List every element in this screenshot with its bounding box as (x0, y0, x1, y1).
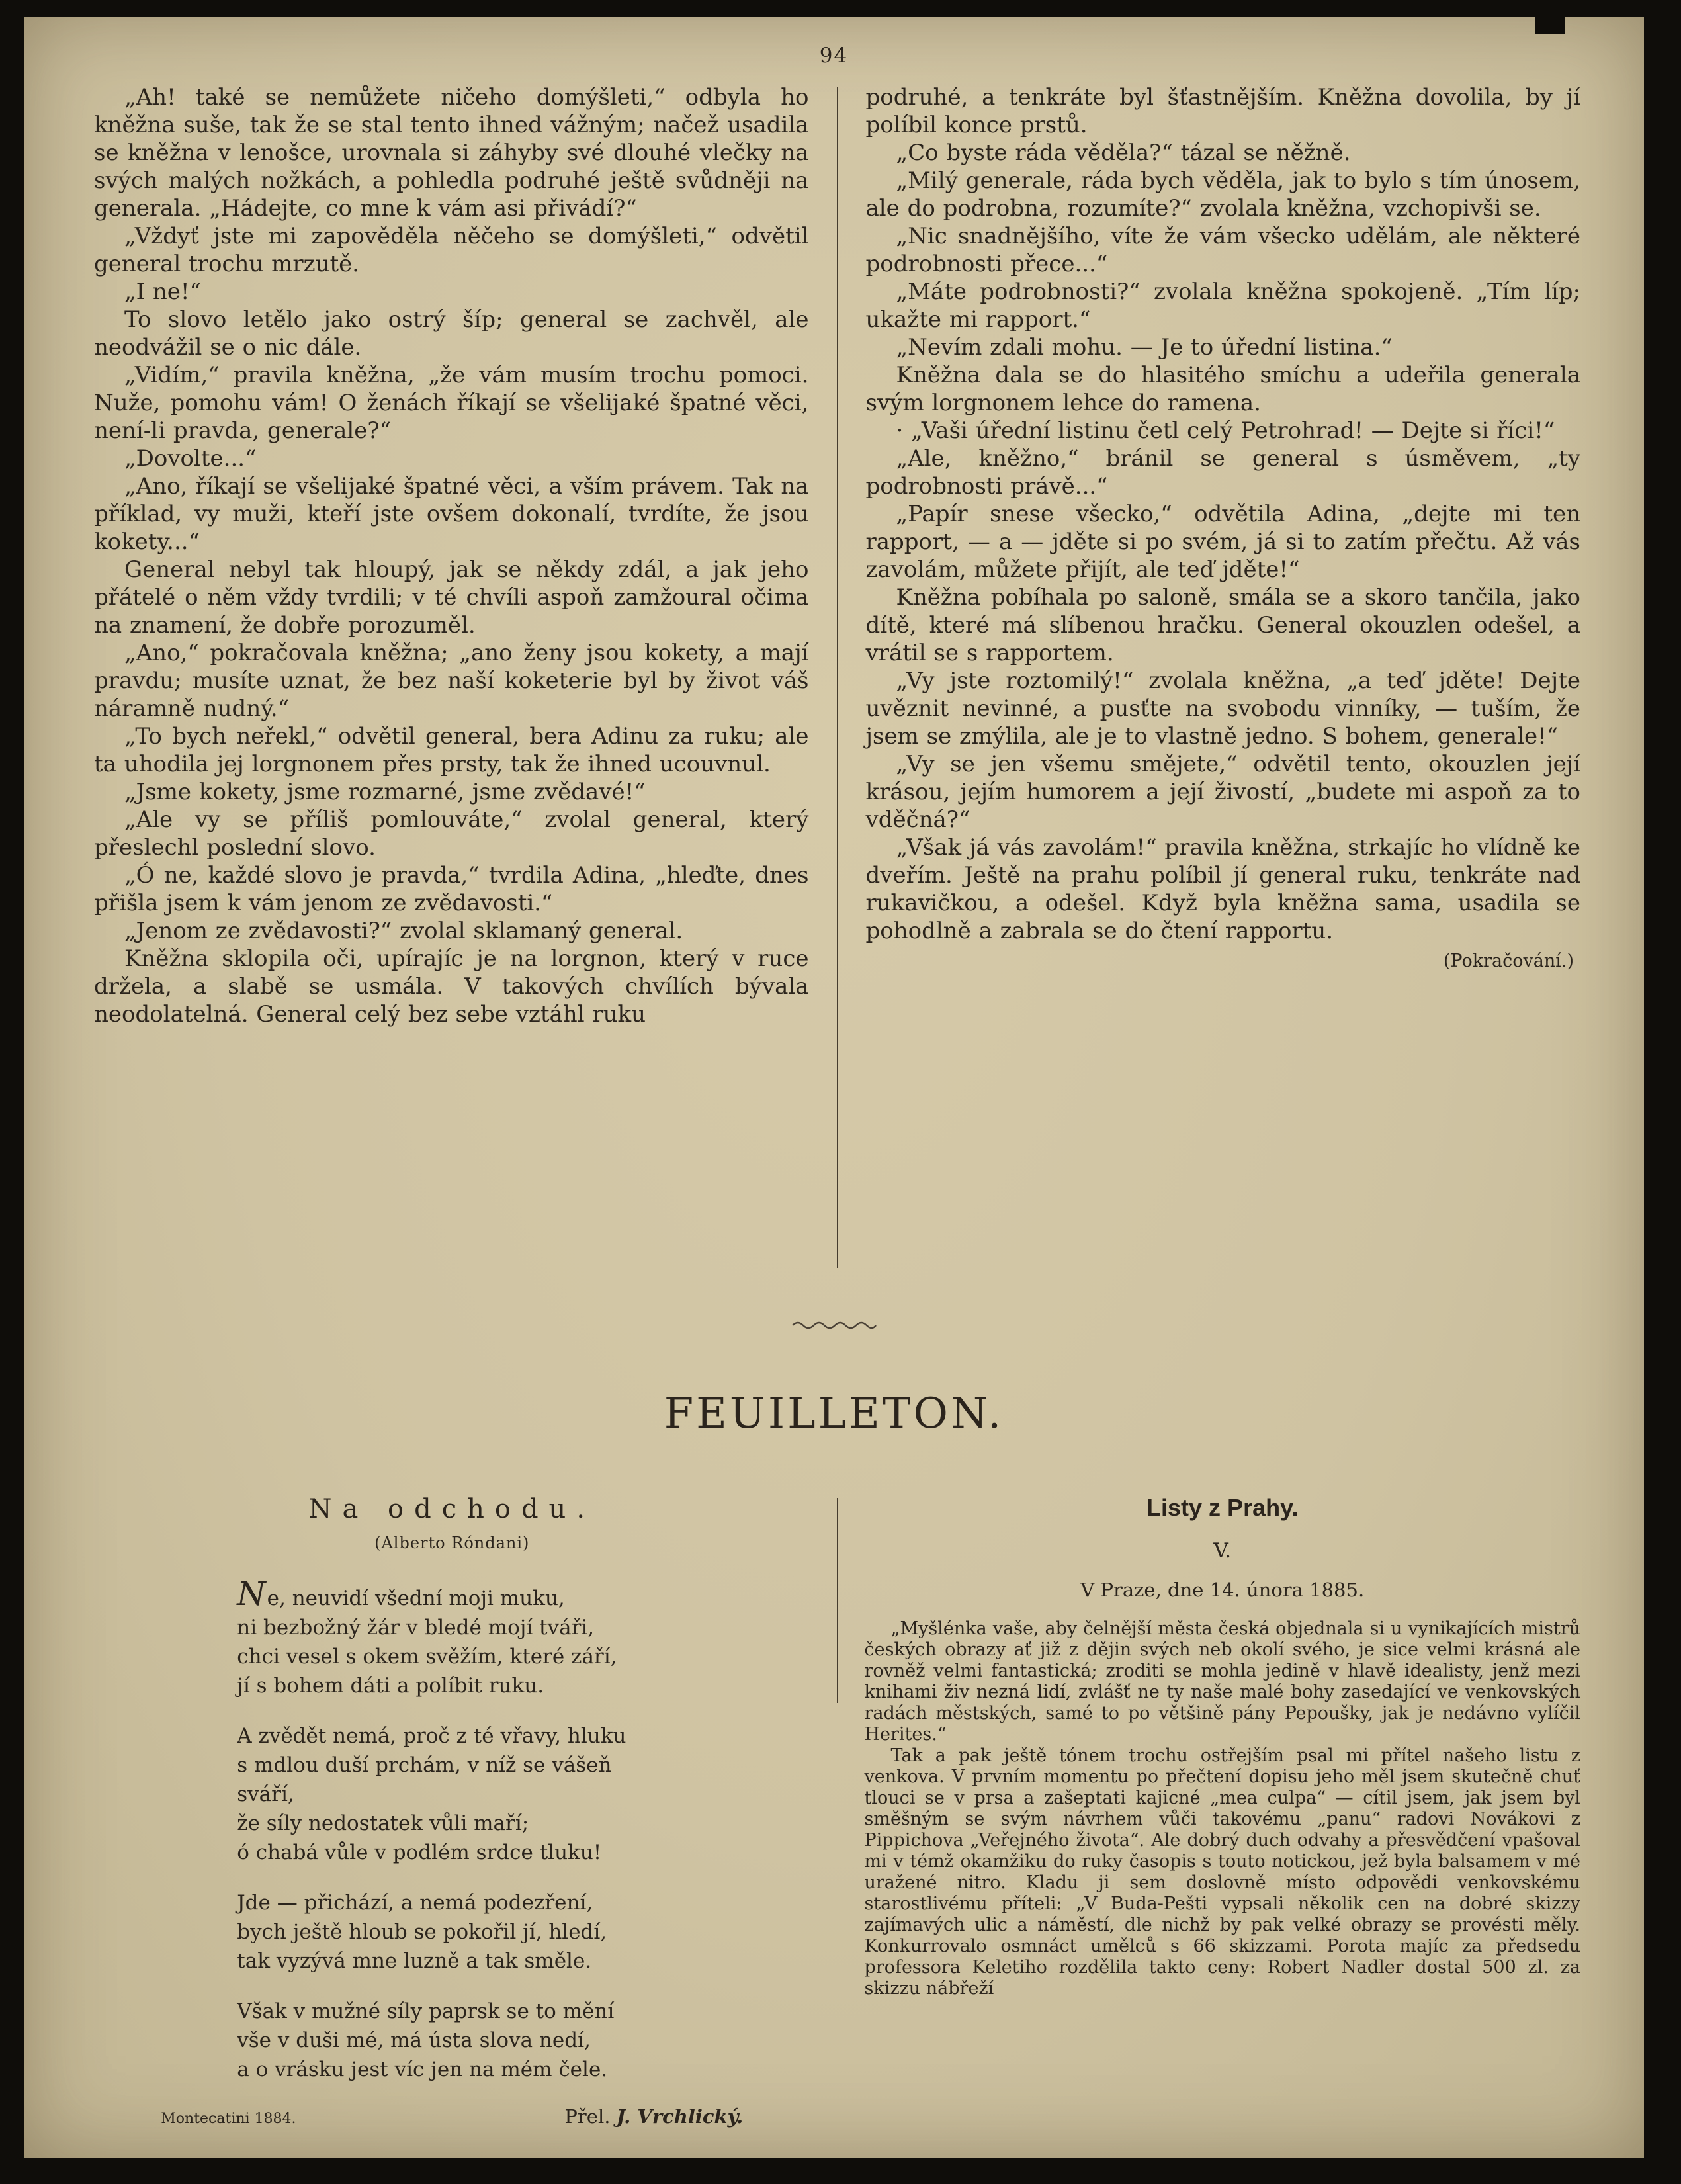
poem-place-date: Montecatini 1884. (161, 2111, 296, 2127)
story-paragraph: „Nic snadnějšího, víte že vám všecko udělám, ale některé podrobnosti přece...“ (865, 223, 1580, 277)
poem-stanza (237, 1575, 667, 1700)
poem-line: Jde — přichází, a nemá podezření, (237, 1891, 593, 1915)
story-paragraph: „Ó ne, každé slovo je pravda,“ tvrdila Adina, „hleďte, dnes přišla jsem k vám jenom ze zvědavosti.“ (94, 862, 809, 916)
poem-line: A zvědět nemá, proč z té vřavy, hluku (237, 1724, 626, 1748)
poem-title: Na odchodu. (308, 1494, 596, 1524)
letters-heading: Listy z Prahy. (1146, 1494, 1299, 1521)
poem-line: Však v mužné síly paprsk se to mění (237, 1999, 615, 2023)
letters-paragraph: „Myšlénka vaše, aby čelnější města česká objednala si u vynikajících mistrů českých obrazy ať již z dějin svých neb okolí svého, je sice velmi krásná ale rovněž velmi fantastická; zroditi se mohla jedině v hlavě idealisty, jenž mezi knihami živ nezná lidí, zvlášť ne ty naše malé bohy zasedající ve venkovských radách městských, samé to po většině pány Pepoušky, jak je nedávno vylíčil Herites.“ (864, 1618, 1580, 1745)
poem-stanza (237, 1888, 667, 1976)
story-paragraph: „Ale vy se příliš pomlouváte,“ zvolal general, který přeslechl poslední slovo. (94, 807, 809, 861)
letters-paragraph: Tak a pak ještě tónem trochu ostřejším psal mi přítel našeho listu z venkova. V prvním momentu po přečtení dopisu jeho měl jsem skutečně chuť tlouci se v prsa a zašeptati kajicné „mea culpa“ — cítil jsem, jak jsem byl směšným se svým návrhem vůči takovému „panu“ radovi Novákovi z Pippichova „Veřejného života“. Ale dobrý duch odvahy a přesvědčení vpašoval mi v témž okamžiku do ruky časopis s touto notickou, jež byla balsamem v mé uražené nitro. Kladu ji sem doslovně místo odpovědi venkovskému starostlivému příteli: „V Buda-Pešti vypsali několik cen na dobré skizzy zajímavých ulic a náměstí, dle nichž by pak velké obrazy se provésti měly. Konkurrovalo osmnáct umělců s 66 skizzami. Porota majíc za předsedu professora Keletiho rozdělila takto ceny: Robert Nadler dostal 500 zl. za skizzu nábřeží (864, 1745, 1580, 1999)
letters-column (865, 1494, 1581, 2128)
story-column-left (94, 83, 809, 1301)
poem-author: (Alberto Róndani) (374, 1534, 530, 1552)
feuilleton-section (24, 1494, 1644, 2128)
page-number: 94 (819, 44, 849, 67)
poem-line: ni bezbožný žár v bledé mojí tváři, (237, 1616, 595, 1639)
poem-translator (564, 2105, 743, 2128)
poem-footer (161, 2105, 743, 2128)
sub-column-divider-rule (837, 1498, 838, 1703)
story-paragraph: „Vidím,“ pravila kněžna, „že vám musím trochu pomoci. Nuže, pomohu vám! O ženách říkají se všelijaké špatné věci, není-li pravda, generale?“ (94, 362, 809, 444)
story-section (24, 83, 1644, 1301)
story-paragraph: „Vy jste roztomilý!“ zvolala kněžna, „a teď jděte! Dejte uvěznit nevinné, a pusťte na svobodu vinníky, — tuším, že jsem se zmýlila, ale je to vlastně jedno. S bohem, generale!“ (865, 668, 1580, 750)
story-paragraph: General nebyl tak hloupý, jak se někdy zdál, a jak jeho přátelé o něm vždy tvrdili; v té chvíli aspoň zamžoural očima na znamení, že dobře porozuměl. (94, 556, 809, 638)
letters-section-number: V. (1213, 1539, 1232, 1563)
poem-column (94, 1494, 810, 2128)
translator-prefix: Přel. (564, 2105, 611, 2128)
story-paragraph: Kněžna dala se do hlasitého smíchu a udeřila generala svým lorgnonem lehce do ramena. (865, 362, 1580, 416)
scan-edge-notch (1535, 17, 1565, 34)
story-paragraph: „Ano, říkají se všelijaké špatné věci, a vším právem. Tak na příklad, vy muži, kteří jste ovšem dokonalí, tvrdíte, že jsou kokety...“ (94, 473, 809, 555)
story-paragraph: „Co byste ráda věděla?“ tázal se něžně. (896, 140, 1351, 166)
letters-body (865, 1618, 1581, 1999)
column-divider-rule (837, 87, 838, 1268)
scanned-newspaper-page (24, 17, 1644, 2158)
story-paragraph: „Jenom ze zvědavosti?“ zvolal sklamaný general. (124, 918, 683, 944)
story-paragraph: „I ne!“ (124, 279, 201, 305)
poem-line: ó chabá vůle v podlém srdce tluku! (237, 1841, 602, 1864)
story-paragraph: Kněžna sklopila oči, upírajíc je na lorgnon, který v ruce držela, a slabě se usmála. V takových chvílích bývala neodolatelná. General celý bez sebe vztáhl ruku (94, 945, 809, 1027)
poem-stanza (237, 1997, 667, 2084)
poem-line: Ne, neuvidí všední moji muku, (237, 1575, 565, 1613)
translator-name: J. Vrchlický. (616, 2105, 744, 2128)
story-paragraph: „Však já vás zavolám!“ pravila kněžna, strkajíc ho vlídně ke dveřím. Ještě na prahu políbil jí general ruku, tenkráte nad rukavičkou, a odešel. Když byla kněžna sama, usadila se pohodlně a zabrala se do čtení rapportu. (865, 834, 1580, 944)
story-paragraph: „Ano,“ pokračovala kněžna; „ano ženy jsou kokety, a mají pravdu; musíte uznat, že bez naší koketerie byl by život váš náramně nudný.“ (94, 640, 809, 722)
story-paragraph: Kněžna pobíhala po saloně, smála se a skoro tančila, jako dítě, které má slíbenou hračku. General okouzlen odešel, a vrátil se s rapportem. (865, 584, 1580, 666)
continuation-note: (Pokračování.) (1443, 951, 1574, 971)
poem-body (237, 1575, 667, 2084)
poem-line: s mdlou duší prchám, v níž se vášeň sváří, (237, 1753, 612, 1806)
story-paragraph: „Ah! také se nemůžete ničeho domýšleti,“ odbyla ho kněžna suše, tak že se stal tento ihned vážným; načež usadila se kněžna v lenošce, urovnala si záhyby své dlouhé vlečky na svých malých nožkách, a pohledla podruhé ještě svůdněji na generala. „Hádejte, co mne k vám asi přivádí?“ (94, 84, 809, 222)
story-paragraph: podruhé, a tenkráte byl šťastnějším. Kněžna dovolila, by jí políbil konce prstů. (865, 84, 1580, 138)
poem-line: že síly nedostatek vůli maří; (237, 1812, 529, 1835)
story-paragraph: „Vždyť jste mi zapověděla něčeho se domýšleti,“ odvětil general trochu mrzutě. (94, 223, 809, 277)
poem-line: tak vyzývá mne luzně a tak směle. (237, 1949, 592, 1973)
story-paragraph: „To bych neřekl,“ odvětil general, bera Adinu za ruku; ale ta uhodila jej lorgnonem přes prsty, tak že ihned ucouvnul. (94, 723, 809, 777)
feuilleton-heading: FEUILLETON. (664, 1389, 1004, 1438)
story-paragraph: „Dovolte...“ (124, 445, 257, 472)
poem-line: vše v duši mé, má ústa slova nedí, (237, 2029, 591, 2052)
letters-dateline: V Praze, dne 14. února 1885. (1080, 1579, 1365, 1601)
poem-line: chci vesel s okem svěžím, které září, (237, 1645, 617, 1669)
story-paragraph: „Papír snese všecko,“ odvětila Adina, „dejte mi ten rapport, — a — jděte si po svém, já si to zatím přečtu. Až vás zavolám, můžete přijít, ale teď jděte!“ (865, 501, 1580, 583)
story-paragraph: „Milý generale, ráda bych věděla, jak to bylo s tím únosem, ale do podrobna, rozumíte?“ zvolala kněžna, vzchopivši se. (865, 167, 1580, 222)
story-column-right (866, 83, 1581, 1301)
squiggle-divider-icon (791, 1319, 877, 1330)
poem-line: a o vrásku jest víc jen na mém čele. (237, 2058, 608, 2081)
story-paragraph: „Máte podrobnosti?“ zvolala kněžna spokojeně. „Tím líp; ukažte mi rapport.“ (865, 279, 1580, 333)
poem-line: jí s bohem dáti a políbit ruku. (237, 1674, 544, 1698)
story-paragraph: „Ale, kněžno,“ bránil se general s úsměvem, „ty podrobnosti právě...“ (865, 445, 1580, 500)
story-paragraph: To slovo letělo jako ostrý šíp; general se zachvěl, ale neodvážil se o nic dále. (94, 306, 809, 361)
poem-stanza (237, 1722, 667, 1867)
story-paragraph: · „Vaši úřední listinu četl celý Petrohrad! — Dejte si říci!“ (896, 417, 1555, 444)
poem-line: bych ještě hloub se pokořil jí, hledí, (237, 1920, 607, 1944)
story-paragraph: „Nevím zdali mohu. — Je to úřední listina.“ (896, 334, 1393, 361)
story-paragraph: „Vy se jen všemu smějete,“ odvětil tento, okouzlen její krásou, jejím humorem a její živostí, „budete mi aspoň za to vděčná?“ (865, 751, 1580, 833)
section-divider (24, 1319, 1644, 1332)
story-paragraph: „Jsme kokety, jsme rozmarné, jsme zvědavé!“ (124, 779, 646, 805)
